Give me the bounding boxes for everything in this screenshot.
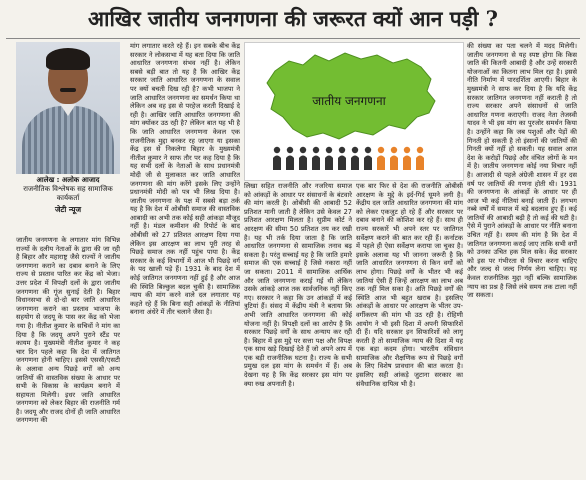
photo-caption	[16, 176, 120, 214]
column-text: एक बार फिर से देश की राजनीति ओबीसी आरक्षण के मुद्दे के इर्द-गिर्द घूमने लगी है। केंद्रीय दल जाति आधारित जनगणना की मांग को लेकर एकजुट हो रहे हैं और सरकार पर दबाव बनाने की कोशिश कर रहे हैं। साथ ही राज्य सरकारें भी अपने स्तर पर जातिगत सर्वेक्षण कराने की बात कर रही हैं। कर्नाटक में पहले ही ऐसा सर्वेक्षण कराया जा चुका है। इसके अलावा यह भी जानना जरूरी है कि जाति आधारित जनगणना से किन वर्गों को लाभ होगा। पिछड़े वर्गों के भीतर भी कई जातियां ऐसी हैं जिन्हें आरक्षण का लाभ अब तक नहीं मिल सका है। अति पिछड़े वर्गों की स्थिति आज भी बहुत खराब है। इसलिए आंकड़ों के आधार पर आरक्षण के भीतर उप-वर्गीकरण की मांग भी उठ रही है। रोहिणी आयोग ने भी इसी दिशा में अपनी सिफारिशें दी हैं। यदि सरकार इन सिफारिशों को लागू करती है तो सामाजिक न्याय की दिशा में यह एक बड़ा कदम होगा। भारतीय संविधान सामाजिक और शैक्षणिक रूप से पिछड़े वर्गों के लिए विशेष प्रावधान की बात करता है। इसलिए सही आंकड़े जुटाना सरकार का संवैधानिक दायित्व भी है।	[356, 182, 463, 388]
author-photo	[16, 42, 120, 174]
column-text: मांग लगातार करते रहे हैं। इन सबके बीच केंद्र सरकार ने लोकसभा में यह बता दिया कि जाति आधारित जनगणना संभव नहीं है। लेकिन सबसे बड़ी बात तो यह है कि आखिर केंद्र सरकार जाति आधारित जनगणना के सवाल पर क्यों बचती दिख रही है? कभी भाजपा ने जाति आधारित जनगणना का समर्थन किया था लेकिन अब वह इस से परहेज करती दिखाई दे रही है। आखिर जाति आधारित जनगणना की मांग क्योंकर उठ रही है? लेकिन बात यह भी है कि जाति आधारित जनगणना केवल एक राजनीतिक मुद्दा बनकर रह जाएगा या इसका केंद्र इस से निकलेगा बिहार के मुख्यमंत्री नीतीश कुमार ने साफ तौर पर कह दिया है कि यह सभी दलों के नेताओं के साथ प्रधानमंत्री मोदी जी से मुलाकात कर जाति आधारित जनगणना की मांग करेंगे इसके लिए उन्होंने प्रधानमंत्री मोदी को पत्र भी लिख दिया है। जातीय जनगणना के पक्ष में सबसे बड़ा तर्क यह है कि देश में ओबीसी समाज की वास्तविक आबादी का अभी तक कोई सही आंकड़ा मौजूद नहीं है। मंडल कमीशन की रिपोर्ट के बाद ओबीसी को 27 प्रतिशत आरक्षण दिया गया लेकिन इस आरक्षण का लाभ पूरी तरह से पिछड़े समाज तक नहीं पहुंच पाया है। केंद्र सरकार के कई विभागों में आज भी पिछड़े वर्ग के पद खाली पड़े हैं। 1931 के बाद देश में कोई जातिगत जनगणना नहीं हुई है और आज की स्थिति बिल्कुल बदल चुकी है। सामाजिक न्याय की मांग करने वाले दल लगातार यह कहते रहे हैं कि बिना सही आंकड़ों के नीतियां बनाना अंधेरे में तीर चलाने जैसा है।	[130, 42, 240, 317]
headline-rule	[6, 38, 580, 39]
article-column-4	[356, 182, 463, 480]
headline: आखिर जातीय जनगणना की जरूरत क्यों आन पड़ी ?	[87, 6, 498, 31]
person-icon	[390, 147, 398, 170]
person-icon	[338, 147, 346, 170]
person-icon	[377, 147, 385, 170]
caste-census-graphic	[244, 42, 464, 181]
column-text: जातीय जनगणना के लगातार मांग विभिन्न राज्यों के दलीय नेताओं के द्वारा की जा रही है बिहार और महाराष्ट्र जैसे राज्यों ने जातीय जनगणना कराने का दबाव बनाने के लिए राज्य से प्रस्ताव पारित कर केंद्र को भेजा। उत्तर प्रदेश में विपक्षी दलों के द्वारा जातीय जनगणना की गूंज सुनाई देती है। बिहार विधानसभा से दो-दो बार जाति आधारित जनगणना कराने का प्रस्ताव भाजपा के सहयोग से जदयू के पास कर केंद्र को भेजा गया है। नीतीश कुमार के सचिवों ने मांग का दिया है कि जदयू अपने पुराने स्टैंड पर कायम है। मुख्यमंत्री नीतीश कुमार ने कह चार दिन पहले कहा कि देश में जातिगत जनगणना होनी चाहिए। इससे एससी/एसटी के अलावा अन्य पिछड़े वर्गों को अन्य जातियों की वास्तविक संख्या के आधार पर सभी के विकास के कार्यक्रम बनाने में सहायता मिलेगी। इधर जाति आधारित जनगणना को लेकर बिहार की राजनीति गर्म है। जदयू और राजद दोनों ही जाति आधारित जनगणना की	[16, 236, 120, 425]
news-byline: जेटी न्यूज	[54, 205, 82, 214]
people-row	[273, 147, 424, 170]
person-icon	[351, 147, 359, 170]
author-name: आलेख : अलोक आजाद	[36, 176, 100, 184]
person-icon	[403, 147, 411, 170]
article-column-2	[130, 42, 240, 480]
person-icon	[325, 147, 333, 170]
article-column-5	[467, 42, 577, 480]
person-icon	[286, 147, 294, 170]
person-icon	[312, 147, 320, 170]
map-label: जातीय जनगणना	[312, 94, 386, 108]
person-icon	[416, 147, 424, 170]
person-icon	[273, 147, 281, 170]
column-text: लिखा सहित राजनीति और नजरिया समाज को आंकड़ों के आधार पर संसाधनों के बंटवारे की मांग करती है। ओबीसी की आबादी 52 प्रतिशत मानी जाती है लेकिन उसे केवल 27 प्रतिशत आरक्षण मिलता है। सुप्रीम कोर्ट ने आरक्षण की सीमा 50 प्रतिशत तय कर रखी है। यह भी तर्क दिया जाता है कि जाति आधारित जनगणना से सामाजिक तनाव बढ़ सकता है। परंतु सच्चाई यह है कि जाति हमारे समाज की एक सच्चाई है जिसे नकारा नहीं जा सकता। 2011 में सामाजिक आर्थिक और जाति जनगणना कराई गई थी लेकिन उसके आंकड़े आज तक सार्वजनिक नहीं किए गए। सरकार ने कहा कि उन आंकड़ों में कई त्रुटियां हैं। संसद में केंद्रीय मंत्री ने बताया कि अभी जाति आधारित जनगणना की कोई योजना नहीं है। विपक्षी दलों का आरोप है कि सरकार पिछड़े वर्गों के साथ अन्याय कर रही है। बिहार में इस मुद्दे पर सत्ता पक्ष और विपक्ष एक साथ खड़े दिखाई देते हैं जो अपने आप में एक बड़ी राजनीतिक घटना है। राज्य के सभी प्रमुख दल इस मांग के समर्थन में हैं। अब देखना यह है कि केंद्र सरकार इस मांग पर क्या रुख अपनाती है।	[244, 182, 352, 388]
bihar-map-graphic	[245, 43, 463, 180]
article-column-1	[16, 236, 120, 480]
author-designation: राजनीतिक विश्लेषक सह सामाजिक कार्यकर्ता	[23, 185, 113, 202]
article-column-3	[244, 182, 352, 480]
column-text: की संख्या का पता चलने में मदद मिलेगी। जातीय जनगणना से यह स्पष्ट होगा कि किस जाति की कितनी आबादी है और उन्हें सरकारी योजनाओं का कितना लाभ मिल रहा है। इससे नीति निर्माण में पारदर्शिता आएगी। बिहार के मुख्यमंत्री ने साफ कर दिया है कि यदि केंद्र सरकार जातिगत जनगणना नहीं कराती है तो राज्य सरकार अपने संसाधनों से जाति आधारित गणना कराएगी। राजद नेता तेजस्वी यादव ने भी इस मांग का पुरजोर समर्थन किया है। उन्होंने कहा कि जब पशुओं और पेड़ों की गिनती हो सकती है तो इंसानों की जातियों की गिनती क्यों नहीं हो सकती। यह सवाल आज देश के करोड़ों पिछड़े और वंचित लोगों के मन में है। जातीय जनगणना कोई नया विचार नहीं है। आजादी से पहले अंग्रेजी शासन में हर दस वर्ष पर जातियों की गणना होती थी। 1931 की जनगणना के आंकड़ों के आधार पर ही आज भी कई नीतियां बनाई जाती हैं। लगभग नब्बे वर्षों में समाज में बड़े बदलाव हुए हैं। कई जातियों की आबादी बढ़ी है तो कई की घटी है। ऐसे में पुराने आंकड़ों के आधार पर नीति बनाना उचित नहीं है। समय की मांग है कि देश में जातिगत जनगणना कराई जाए ताकि सभी वर्गों को उनका उचित हक मिल सके। केंद्र सरकार को इस पर गंभीरता से विचार करना चाहिए और जल्द से जल्द निर्णय लेना चाहिए। यह केवल राजनीतिक मुद्दा नहीं बल्कि सामाजिक न्याय का प्रश्न है जिसे लंबे समय तक टाला नहीं जा सकता।	[467, 42, 577, 300]
person-icon	[364, 147, 372, 170]
person-icon	[299, 147, 307, 170]
